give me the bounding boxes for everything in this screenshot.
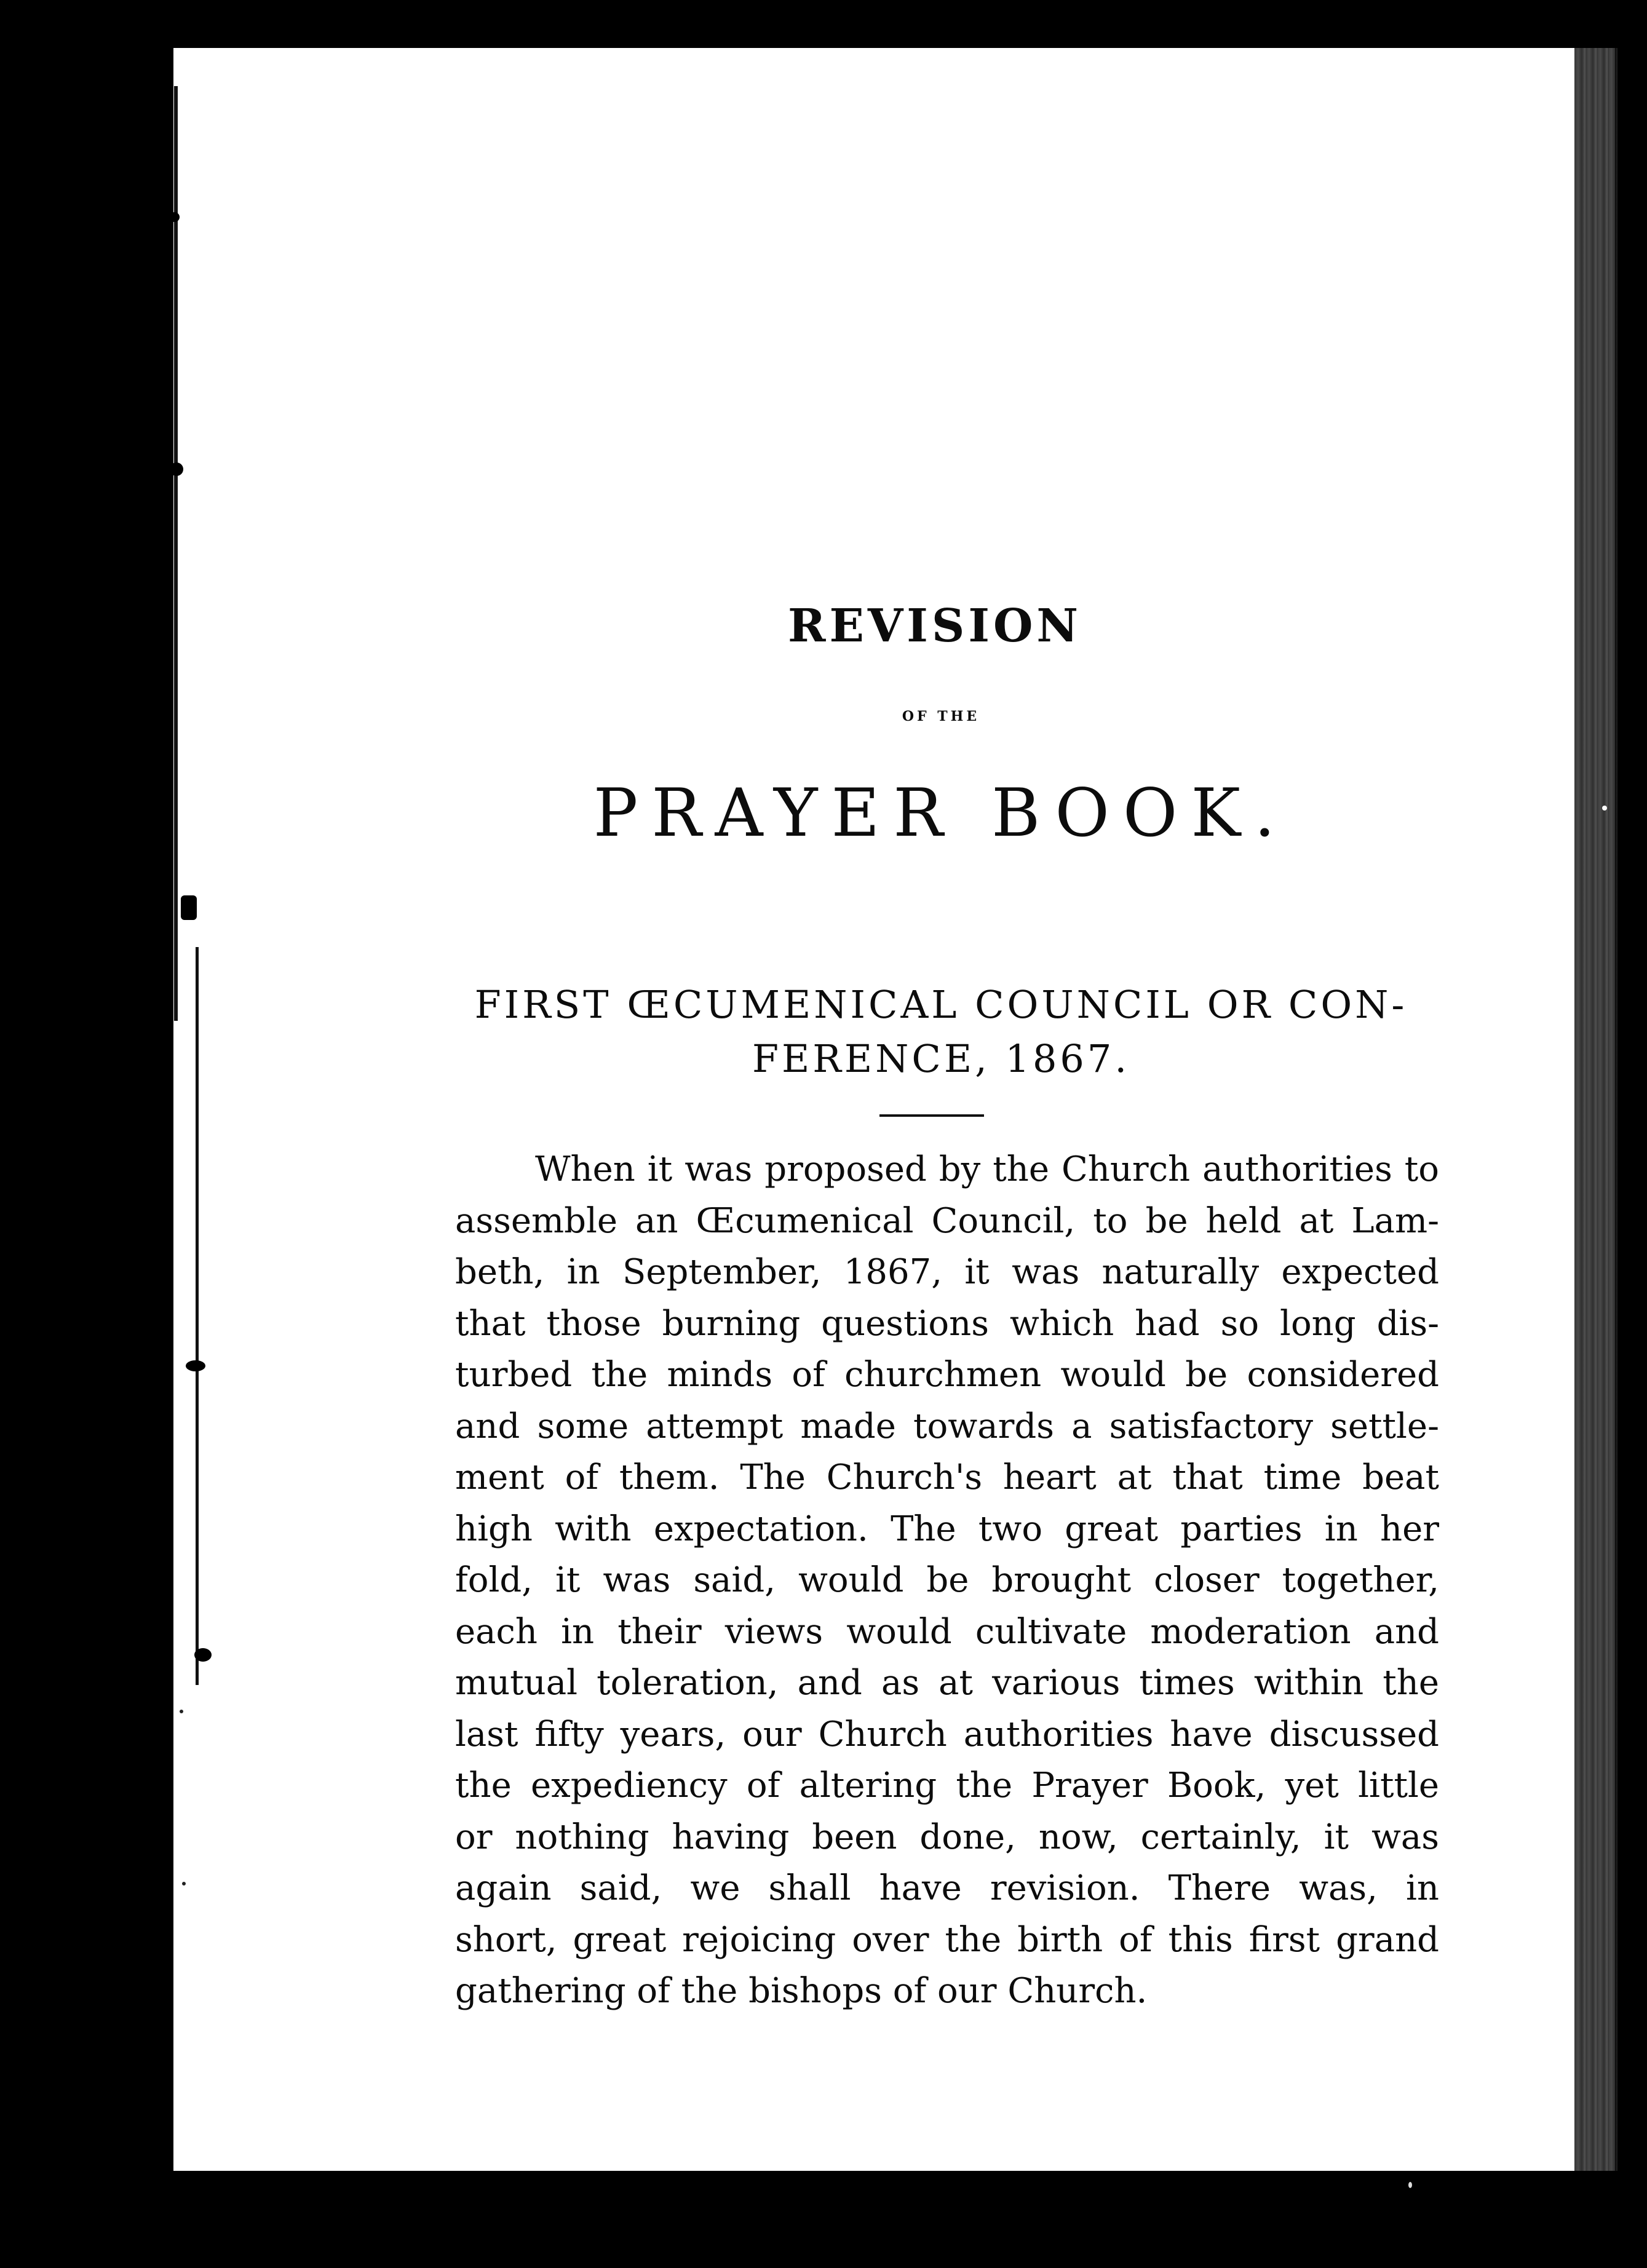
- speck: [1602, 806, 1607, 811]
- divider-rule: [879, 1114, 984, 1117]
- speck: [182, 1882, 186, 1885]
- text-line: each in their views would cultivate moderation and: [455, 1611, 1439, 1652]
- text-line: that those burning questions which had so long dis-: [455, 1303, 1439, 1344]
- section-heading: [443, 978, 1439, 1086]
- text-line: When it was proposed by the Church authorities to: [535, 1149, 1439, 1189]
- body-paragraph: [455, 1144, 1439, 2017]
- binding-stitch: [186, 1360, 205, 1371]
- binding-thread-lower: [196, 947, 199, 1685]
- text-line: turbed the minds of churchmen would be considered: [455, 1355, 1439, 1395]
- text-line: gathering of the bishops of our Church.: [455, 1971, 1148, 2011]
- text-line: and some attempt made towards a satisfactory settle-: [455, 1406, 1439, 1446]
- text-line: the expediency of altering the Prayer Book, yet little: [455, 1766, 1439, 1806]
- section-heading-line: FIRST ŒCUMENICAL COUNCIL OR CON-: [474, 982, 1408, 1027]
- speck: [180, 1710, 183, 1713]
- text-line: or nothing having been done, now, certainly, it was: [455, 1817, 1439, 1857]
- speck: [1408, 2182, 1412, 2188]
- text-line: beth, in September, 1867, it was naturally expected: [455, 1252, 1439, 1292]
- text-line: fold, it was said, would be brought closer together,: [455, 1560, 1439, 1600]
- binding-stitch: [170, 212, 180, 222]
- page-title: REVISION: [787, 600, 1082, 652]
- binding-stitch: [170, 462, 183, 476]
- text-line: assemble an Œcumenical Council, to be held at Lam-: [455, 1200, 1439, 1241]
- text-line: high with expectation. The two great parties in her: [455, 1509, 1439, 1549]
- binding-stitch: [194, 1648, 212, 1662]
- text-line: again said, we shall have revision. There was, in: [455, 1868, 1439, 1908]
- text-line: ment of them. The Church's heart at that time beat: [455, 1457, 1439, 1497]
- page-subtitle: OF THE: [902, 708, 980, 724]
- section-heading-line: FERENCE, 1867.: [752, 1036, 1130, 1081]
- text-line: last fifty years, our Church authorities have discussed: [455, 1714, 1439, 1755]
- binding-thread: [174, 86, 178, 1021]
- binding-stitch: [181, 895, 197, 920]
- book-title: PRAYER BOOK.: [593, 775, 1289, 852]
- book-page-edge: [1574, 48, 1617, 2171]
- text-line: short, great rejoicing over the birth of this first grand: [455, 1919, 1439, 1960]
- text-line: mutual toleration, and as at various times within the: [455, 1663, 1439, 1703]
